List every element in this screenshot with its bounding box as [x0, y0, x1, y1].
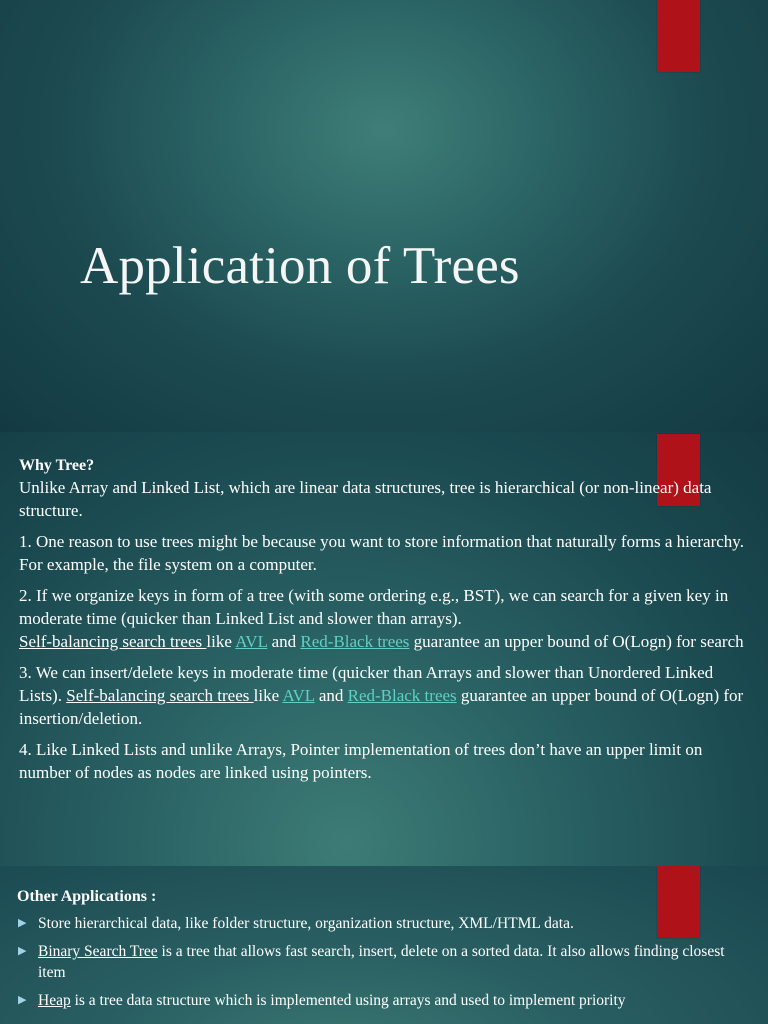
point-3-tail: guarantee an upper bound of O(Logn) for insertion/deletion. — [19, 686, 744, 728]
binary-search-tree-link[interactable]: Binary Search Tree — [38, 943, 158, 960]
self-balancing-link[interactable]: Self-balancing search trees — [66, 686, 254, 705]
triangle-right-icon: ▶ — [18, 994, 27, 1006]
and-text: and — [267, 632, 301, 651]
triangle-right-icon: ▶ — [18, 917, 27, 929]
list-item — [17, 913, 752, 934]
and-text: and — [314, 686, 348, 705]
section-heading: Why Tree? — [19, 457, 95, 474]
intro-paragraph: Unlike Array and Linked List, which are linear data structures, tree is hierarchical (or non-linear) data structure. — [19, 478, 712, 520]
slide-body — [19, 456, 754, 792]
avl-link[interactable]: AVL — [282, 686, 315, 705]
list-item — [17, 990, 752, 1011]
point-1: 1. One reason to use trees might be because you want to store information that naturally forms a hierarchy. For example, the file system on a computer. — [19, 532, 744, 574]
point-2-text: 2. If we organize keys in form of a tree (with some ordering e.g., BST), we can search for a given key in moderate time (quicker than Linked List and slower than arrays). — [19, 586, 729, 628]
bullet-text: Store hierarchical data, like folder structure, organization structure, XML/HTML data. — [38, 915, 574, 932]
applications-list — [17, 913, 752, 1011]
slide-title: Application of Trees — [80, 237, 520, 295]
self-balancing-link[interactable]: Self-balancing search trees — [19, 632, 207, 651]
point-3 — [19, 661, 754, 730]
red-black-link[interactable]: Red-Black trees — [300, 632, 410, 651]
list-item — [17, 941, 752, 983]
section-heading: Other Applications : — [17, 888, 157, 905]
bullet-text: is a tree that allows fast search, insert, delete on a sorted data. It also allows finding closest item — [38, 943, 725, 981]
point-2-tail: guarantee an upper bound of O(Logn) for search — [409, 632, 744, 651]
title-slide — [0, 0, 768, 432]
red-black-link[interactable]: Red-Black trees — [347, 686, 457, 705]
like-text: like — [206, 632, 236, 651]
red-accent-bar — [657, 0, 700, 72]
point-3-text: 3. We can insert/delete keys in moderate time (quicker than Arrays and slower than Unordered Linked Lists). — [19, 663, 714, 705]
other-applications-slide — [0, 866, 768, 1024]
point-4: 4. Like Linked Lists and unlike Arrays, Pointer implementation of trees don’t have an upper limit on number of nodes as nodes are linked using pointers. — [19, 740, 703, 782]
avl-link[interactable]: AVL — [235, 632, 268, 651]
point-2 — [19, 584, 754, 653]
slide-body — [17, 887, 752, 1018]
bullet-text: is a tree data structure which is implemented using arrays and used to implement priority — [70, 992, 626, 1009]
like-text: like — [253, 686, 283, 705]
triangle-right-icon: ▶ — [18, 945, 27, 957]
heap-link[interactable]: Heap — [38, 992, 71, 1009]
why-tree-slide — [0, 432, 768, 866]
